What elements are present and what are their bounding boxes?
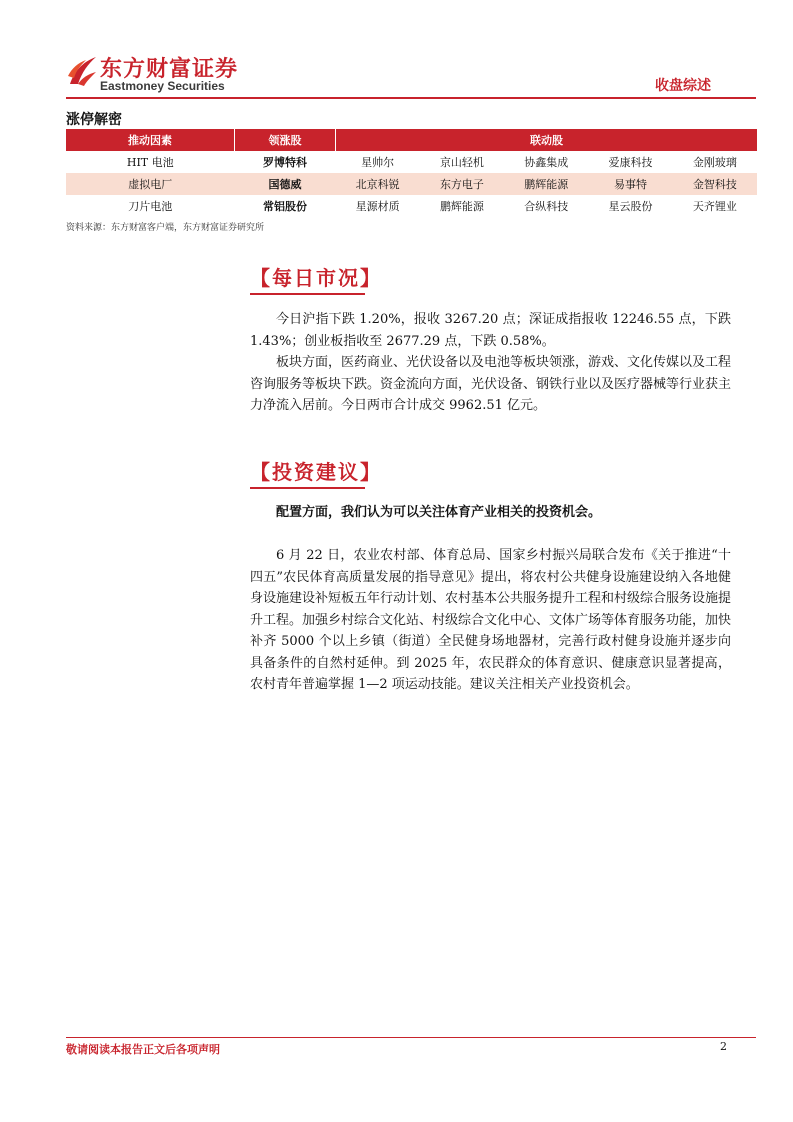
- header-linked: 联动股: [336, 129, 758, 151]
- eastmoney-logo-icon: [66, 54, 98, 88]
- heading-underline: [250, 293, 365, 295]
- footer-disclaimer: 敬请阅读本报告正文后各项声明: [66, 1043, 220, 1056]
- market-section-title: 【每日市况】: [250, 266, 382, 290]
- row-leader: 常铝股份: [263, 200, 307, 213]
- market-summary-paragraph: 今日沪指下跌 1.20%，报收 3267.20 点；深证成指报收 12246.55 点，下跌 1.43%；创业板指收至 2677.29 点，下跌 0.58%。: [250, 312, 731, 349]
- company-logo: [66, 52, 239, 98]
- row-linked-stock: 京山轻机: [439, 156, 484, 169]
- row-linked-stock: 东方电子: [420, 173, 504, 195]
- header-factor: 推动因素: [66, 129, 235, 151]
- row-leader: 罗博特科: [263, 156, 307, 169]
- advice-section-heading: [250, 456, 382, 489]
- row-linked-stock: 天齐锂业: [692, 200, 737, 213]
- footer-divider: [66, 1037, 756, 1038]
- row-linked-stock: 金智科技: [673, 173, 757, 195]
- heading-underline: [250, 487, 365, 489]
- row-linked-stock: 金刚玻璃: [692, 156, 737, 169]
- row-linked-stock: 北京科锐: [336, 173, 420, 195]
- header-divider: [66, 97, 756, 99]
- table-header-row: [66, 129, 757, 151]
- sector-summary-paragraph: 板块方面，医药商业、光伏设备以及电池等板块领涨，游戏、文化传媒以及工程咨询服务等板块下跌。资金流向方面，光伏设备、钢铁行业以及医疗器械等行业获主力净流入居前。今日两市合计成交 9962.51 亿元。: [250, 355, 732, 413]
- report-section-label: 收盘综述: [655, 78, 711, 94]
- market-section-heading: [250, 262, 382, 295]
- row-linked-stock: 鹏辉能源: [504, 173, 588, 195]
- limit-up-table: [66, 129, 757, 217]
- advice-body-paragraph: 6 月 22 日，农业农村部、体育总局、国家乡村振兴局联合发布《关于推进“十四五”农民体育高质量发展的指导意见》提出，将农村公共健身设施建设纳入各地健身设施建设补短板五年行动计划、农村基本公共服务提升工程和村级综合服务设施提升工程。加强乡村综合文化站、村级综合文化中心、文体广场等体育服务功能，加快补齐 5000 个以上乡镇（街道）全民健身场地器材，完善行政村健身设施并逐步向具备条件的自然村延伸。到 2025 年，农民群众的体育意识、健康意识显著提高，农村青年普遍掌握 1—2 项运动技能。建议关注相关产业投资机会。: [250, 548, 732, 692]
- row-linked-stock: 星源材质: [355, 200, 400, 213]
- row-linked-stock: 合纵科技: [524, 200, 569, 213]
- logo-english-name: Eastmoney Securities: [100, 79, 225, 93]
- logo-chinese-name: 东方财富证券: [100, 57, 239, 82]
- header-leader: 领涨股: [235, 129, 336, 151]
- row-linked-stock: 星帅尔: [361, 156, 395, 169]
- row-factor: 刀片电池: [128, 200, 173, 213]
- advice-section-title: 【投资建议】: [250, 460, 382, 484]
- row-linked-stock: 星云股份: [608, 200, 653, 213]
- limit-up-title: 涨停解密: [66, 112, 122, 128]
- data-source-note: 资料来源：东方财富客户端，东方财富证券研究所: [66, 223, 265, 233]
- row-factor: 虚拟电厂: [66, 173, 235, 195]
- advice-lead-paragraph: 配置方面，我们认为可以关注体育产业相关的投资机会。: [276, 505, 602, 520]
- row-linked-stock: 易事特: [588, 173, 672, 195]
- row-leader: 国德威: [235, 173, 336, 195]
- row-linked-stock: 协鑫集成: [524, 156, 569, 169]
- table-row: [66, 195, 757, 217]
- row-linked-stock: 鹏辉能源: [439, 200, 484, 213]
- table-row: [66, 173, 757, 195]
- page-number: 2: [720, 1040, 727, 1053]
- table-row: [66, 151, 757, 173]
- row-factor: HIT 电池: [126, 156, 174, 169]
- row-linked-stock: 爱康科技: [608, 156, 653, 169]
